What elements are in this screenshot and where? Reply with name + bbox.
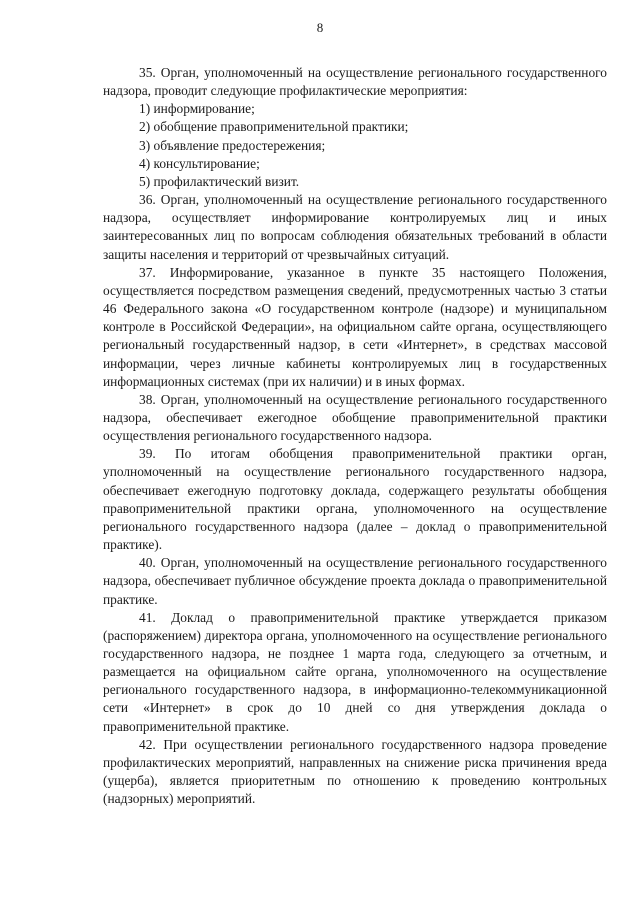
paragraph-40: 40. Орган, уполномоченный на осуществление регионального государственного надзора, обеспечивает публичное обсуждение проекта доклада о правоприменительной практике. xyxy=(103,555,607,607)
paragraph-42: 42. При осуществлении регионального государственного надзора проведение профилактических мероприятий, направленных на снижение риска причинения вреда (ущерба), является приоритетным по отношению к проведению контрольных (надзорных) мероприятий. xyxy=(103,736,607,807)
paragraph-35: 35. Орган, уполномоченный на осуществление регионального государственного надзора, проводит следующие профилактические мероприятия: xyxy=(103,65,607,99)
list-item-1: 1) информирование; xyxy=(139,101,255,117)
paragraph-41: 41. Доклад о правоприменительной практике утверждается приказом (распоряжением) директора органа, уполномоченного на осуществление регионального государственного надзора, не позднее 1 марта года, следующего за отчетным, и размещается на официальном сайте органа, уполномоченного на осуществление регионального государственного надзора, в информационно-телекоммуникационной сети «Интернет» в срок до 10 дней со дня утверждения доклада о правоприменительной практике. xyxy=(103,609,607,734)
paragraph-37: 37. Информирование, указанное в пункте 35 настоящего Положения, осуществляется посредством размещения сведений, предусмотренных частью 3 статьи 46 Федерального закона «О государственном контроле (надзоре) и муниципальном контроле в Российской Федерации», на официальном сайте органа, осуществляющего региональный государственный надзор, в сети «Интернет», в средствах массовой информации, через личные кабинеты контролируемых лиц в государственных информационных системах (при их наличии) и в иных формах. xyxy=(103,264,607,389)
paragraph-38: 38. Орган, уполномоченный на осуществление регионального государственного надзора, обеспечивает ежегодное обобщение правоприменительной практики осуществления регионального государственного надзора. xyxy=(103,391,607,444)
list-item-3: 3) объявление предостережения; xyxy=(139,137,326,153)
list-item-5: 5) профилактический визит. xyxy=(139,173,300,189)
paragraph-39: 39. По итогам обобщения правоприменительной практики орган, уполномоченный на осуществление регионального государственного надзора, обеспечивает ежегодную подготовку доклада, содержащего результаты обобщения правоприменительной практики органа, уполномоченного на осуществление регионального государственного надзора (далее – доклад о правоприменительной практике). xyxy=(103,446,607,553)
paragraph-36: 36. Орган, уполномоченный на осуществление регионального государственного надзора, осуществляет информирование контролируемых лиц и иных заинтересованных лиц по вопросам соблюдения обязательных требований в области защиты населения и территорий от чрезвычайных ситуаций. xyxy=(103,192,607,262)
document-body xyxy=(103,64,607,808)
list-item-4: 4) консультирование; xyxy=(139,155,260,171)
page-number: 8 xyxy=(316,20,324,35)
list-item-2: 2) обобщение правоприменительной практики; xyxy=(139,119,409,135)
